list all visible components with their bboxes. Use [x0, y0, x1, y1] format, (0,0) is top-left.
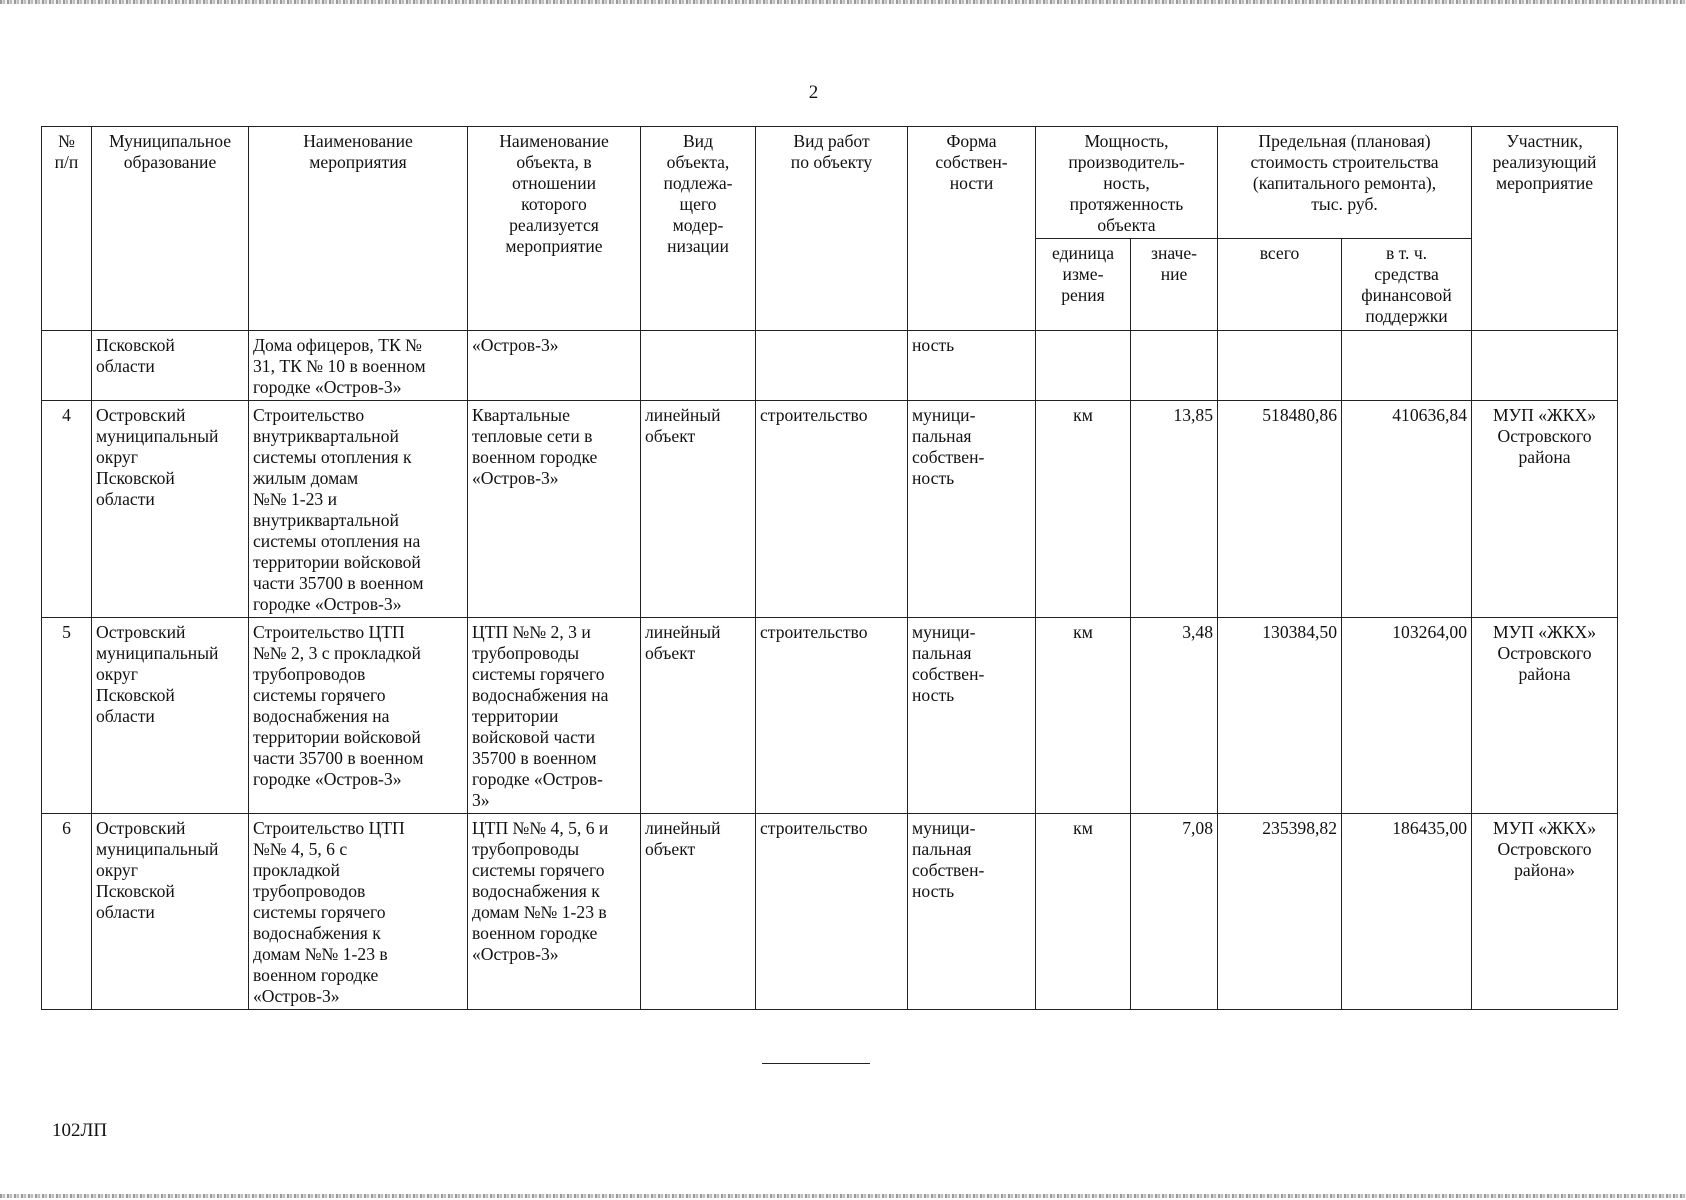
table-row [42, 814, 1618, 1010]
table-row [42, 618, 1618, 814]
document-code: 102ЛП [52, 1120, 108, 1141]
cell-object-name: ЦТП №№ 4, 5, 6 и трубопроводы системы горячего водоснабжения к домам №№ 1-23 в военном городке «Остров-3» [468, 814, 641, 1010]
table-row [42, 401, 1618, 618]
cell-participant: МУП «ЖКХ» Островского района» [1472, 814, 1618, 1010]
cell-support [1342, 331, 1472, 401]
cell-measure: Дома офицеров, ТК № 31, ТК № 10 в военном городке «Остров-3» [249, 331, 468, 401]
cell-total: 235398,82 [1218, 814, 1342, 1010]
header-capacity-unit: единица изме- рения [1036, 239, 1131, 331]
cell-total: 518480,86 [1218, 401, 1342, 618]
cell-num: 4 [42, 401, 92, 618]
cell-value [1131, 331, 1218, 401]
cell-value: 3,48 [1131, 618, 1218, 814]
header-object-name: Наименование объекта, в отношении которого реализуется мероприятие [468, 127, 641, 331]
cell-total: 130384,50 [1218, 618, 1342, 814]
cell-municipality: Островский муниципальный округ Псковской области [92, 401, 249, 618]
cell-num: 5 [42, 618, 92, 814]
header-work-type: Вид работ по объекту [756, 127, 908, 331]
header-num: № п/п [42, 127, 92, 331]
header-capacity-value: значе- ние [1131, 239, 1218, 331]
cell-unit: км [1036, 618, 1131, 814]
cell-work-type [756, 331, 908, 401]
projects-table [41, 126, 1618, 1010]
table-header-row [42, 127, 1618, 239]
cell-unit: км [1036, 814, 1131, 1010]
cell-num: 6 [42, 814, 92, 1010]
header-cost: Предельная (плановая) стоимость строительства (капитального ремонта), тыс. руб. [1218, 127, 1472, 239]
cell-value: 13,85 [1131, 401, 1218, 618]
header-object-type: Вид объекта, подлежа- щего модер- низации [641, 127, 756, 331]
cell-municipality: Островский муниципальный округ Псковской области [92, 618, 249, 814]
cell-participant: МУП «ЖКХ» Островского района [1472, 401, 1618, 618]
cell-support: 410636,84 [1342, 401, 1472, 618]
cell-work-type: строительство [756, 814, 908, 1010]
page-number: 2 [808, 82, 819, 103]
header-cost-support: в т. ч. средства финансовой поддержки [1342, 239, 1472, 331]
cell-value: 7,08 [1131, 814, 1218, 1010]
cell-object-type: линейный объект [641, 814, 756, 1010]
cell-object-name: «Остров-3» [468, 331, 641, 401]
cell-unit [1036, 331, 1131, 401]
cell-object-name: Квартальные тепловые сети в военном городке «Остров-3» [468, 401, 641, 618]
cell-object-type [641, 331, 756, 401]
header-participant: Участник, реализующий мероприятие [1472, 127, 1618, 331]
cell-work-type: строительство [756, 618, 908, 814]
scan-edge-top [0, 0, 1686, 4]
header-measure: Наименование мероприятия [249, 127, 468, 331]
header-ownership: Форма собствен- ности [908, 127, 1036, 331]
scan-edge-bottom [0, 1194, 1686, 1198]
cell-measure: Строительство ЦТП №№ 4, 5, 6 с прокладкой трубопроводов системы горячего водоснабжения к домам №№ 1-23 в военном городке «Остров-3» [249, 814, 468, 1010]
cell-measure: Строительство внутриквартальной системы отопления к жилым домам №№ 1-23 и внутриквартальной системы отопления на территории войсковой части 35700 в военном городке «Остров-3» [249, 401, 468, 618]
cell-total [1218, 331, 1342, 401]
cell-measure: Строительство ЦТП №№ 2, 3 с прокладкой трубопроводов системы горячего водоснабжения на территории войсковой части 35700 в военном городке «Остров-3» [249, 618, 468, 814]
cell-object-type: линейный объект [641, 618, 756, 814]
cell-support: 186435,00 [1342, 814, 1472, 1010]
cell-ownership: муници- пальная собствен- ность [908, 814, 1036, 1010]
cell-ownership: ность [908, 331, 1036, 401]
cell-participant: МУП «ЖКХ» Островского района [1472, 618, 1618, 814]
header-cost-total: всего [1218, 239, 1342, 331]
cell-participant [1472, 331, 1618, 401]
cell-unit: км [1036, 401, 1131, 618]
cell-municipality: Островский муниципальный округ Псковской области [92, 814, 249, 1010]
cell-work-type: строительство [756, 401, 908, 618]
cell-municipality: Псковской области [92, 331, 249, 401]
cell-object-name: ЦТП №№ 2, 3 и трубопроводы системы горячего водоснабжения на территории войсковой части 35700 в военном городке «Остров- 3» [468, 618, 641, 814]
cell-ownership: муници- пальная собствен- ность [908, 401, 1036, 618]
cell-ownership: муници- пальная собствен- ность [908, 618, 1036, 814]
cell-num [42, 331, 92, 401]
header-municipality: Муниципальное образование [92, 127, 249, 331]
cell-support: 103264,00 [1342, 618, 1472, 814]
end-divider [762, 1063, 870, 1064]
table-row [42, 331, 1618, 401]
cell-object-type: линейный объект [641, 401, 756, 618]
header-capacity: Мощность, производитель- ность, протяженность объекта [1036, 127, 1218, 239]
